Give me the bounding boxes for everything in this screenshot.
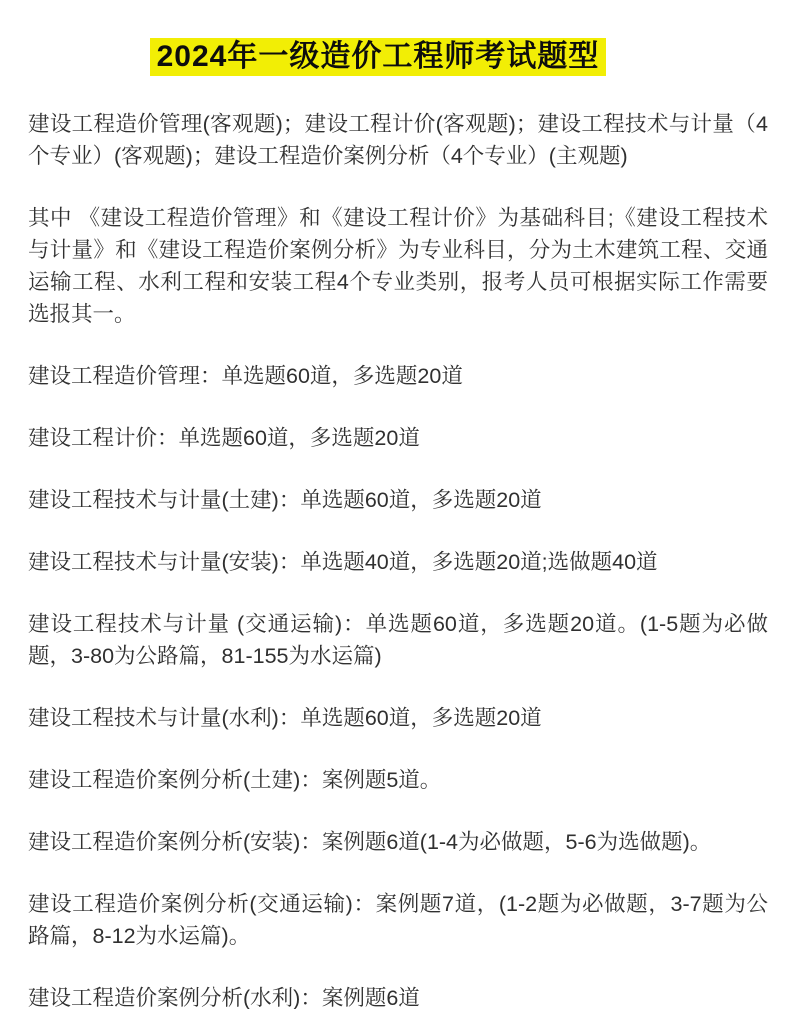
exam-item-case-transport: 建设工程造价案例分析(交通运输)：案例题7道，(1-2题为必做题，3-7题为公路篇，8-12为水运篇)。: [28, 892, 768, 948]
exam-item-tech-installation: 建设工程技术与计量(安装)：单选题40道，多选题20道;选做题40道: [28, 550, 658, 574]
intro-paragraph-categories: 其中 《建设工程造价管理》和《建设工程计价》为基础科目;《建设工程技术与计量》和《建设工程造价案例分析》为专业科目，分为土木建筑工程、交通运输工程、水利工程和安装工程4个专业类别，报考人员可根据实际工作需要选报其一。: [28, 206, 768, 326]
exam-item-case-civil: 建设工程造价案例分析(土建)：案例题5道。: [28, 768, 442, 792]
intro-paragraph-subjects: 建设工程造价管理(客观题)；建设工程计价(客观题)；建设工程技术与计量（4个专业）(客观题)；建设工程造价案例分析（4个专业）(主观题): [28, 112, 768, 168]
exam-item-tech-transport: 建设工程技术与计量 (交通运输)：单选题60道，多选题20道。(1-5题为必做题，3-80为公路篇，81-155为水运篇): [28, 612, 768, 668]
page-title: 2024年一级造价工程师考试题型: [150, 38, 607, 76]
exam-item-case-installation: 建设工程造价案例分析(安装)：案例题6道(1-4为必做题，5-6为选做题)。: [28, 830, 712, 854]
exam-item-management: 建设工程造价管理：单选题60道，多选题20道: [28, 364, 463, 388]
title-row: [0, 38, 796, 76]
document-body: [0, 108, 796, 1009]
exam-item-tech-civil: 建设工程技术与计量(土建)：单选题60道，多选题20道: [28, 488, 542, 512]
exam-item-case-water: 建设工程造价案例分析(水利)：案例题6道: [28, 986, 420, 1009]
exam-item-tech-water: 建设工程技术与计量(水利)：单选题60道，多选题20道: [28, 706, 542, 730]
exam-item-pricing: 建设工程计价：单选题60道，多选题20道: [28, 426, 420, 450]
